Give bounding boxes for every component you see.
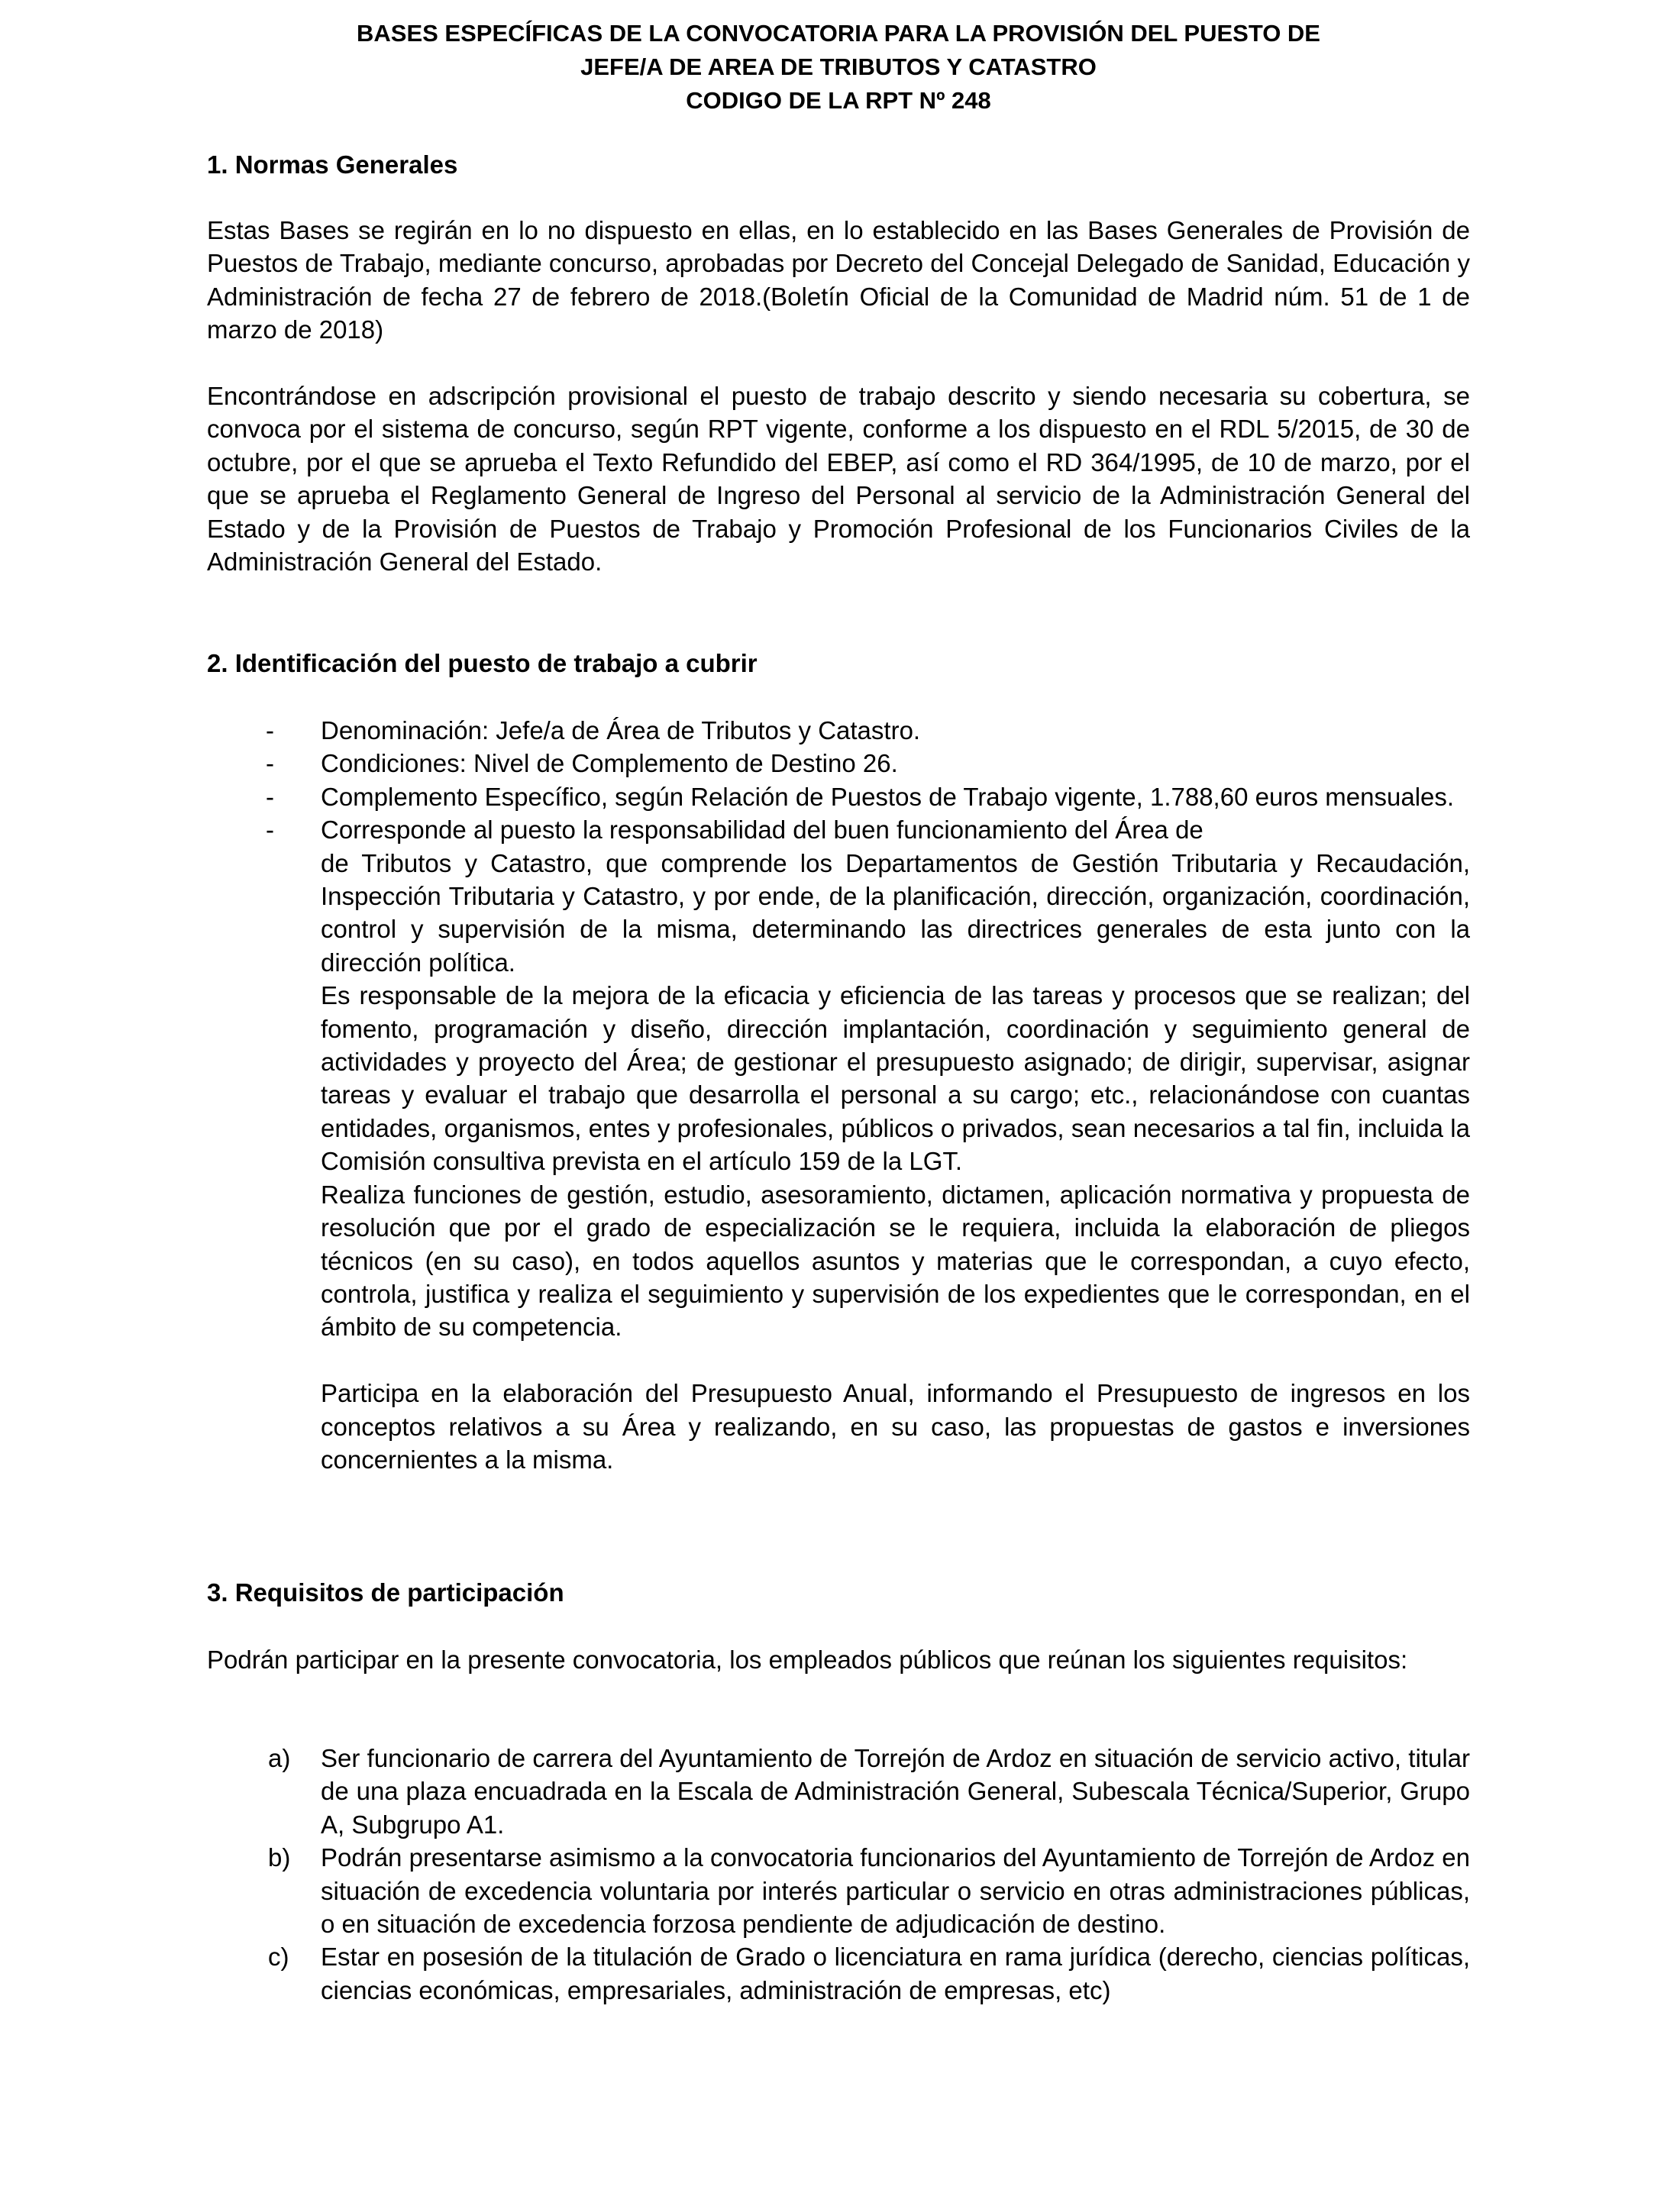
list-item: c) Estar en posesión de la titulación de Grado o licenciatura en rama jurídica (derecho, ciencias políticas, ciencias económicas, empresariales, administración de empresas, etc) bbox=[207, 1940, 1470, 2007]
list-item: - Denominación: Jefe/a de Área de Tributos y Catastro. bbox=[207, 714, 1470, 747]
letter-marker: a) bbox=[268, 1744, 291, 1772]
letter-marker: b) bbox=[268, 1843, 291, 1872]
list-item: a) Ser funcionario de carrera del Ayuntamiento de Torrejón de Ardoz en situación de servicio activo, titular de una plaza encuadrada en la Escala de Administración General, Subescala Técnica/Superior, Grupo A, Subgrupo A1. bbox=[207, 1742, 1470, 1841]
title-line-1: BASES ESPECÍFICAS DE LA CONVOCATORIA PARA LA PROVISIÓN DEL PUESTO DE bbox=[357, 20, 1320, 47]
list-item: - Corresponde al puesto la responsabilidad del buen funcionamiento del Área de bbox=[207, 813, 1470, 846]
list-item-continuation: de Tributos y Catastro, que comprende los Departamentos de Gestión Tributaria y Recaudación, Inspección Tributaria y Catastro, y por ende, de la planificación, dirección, organización, coordinación, control y supervisión de la misma, determinando las directrices generales de esta junto con la dirección política. bbox=[321, 848, 1470, 977]
section-2-heading: 2. Identificación del puesto de trabajo a cubrir bbox=[207, 649, 758, 677]
section-1-heading: 1. Normas Generales bbox=[207, 150, 458, 179]
spacer bbox=[207, 1344, 1470, 1377]
section-1-paragraph-2: Encontrándose en adscripción provisional el puesto de trabajo descrito y siendo necesaria su cobertura, se convoca por el sistema de concurso, según RPT vigente, conforme a los dispuesto en el RDL 5/2015, de 30 de octubre, por el que se aprueba el Texto Refundido del EBEP, así como el RD 364/1995, de 10 de marzo, por el que se aprueba el Reglamento General de Ingreso del Personal al servicio de la Administración General del Estado y de la Provisión de Puestos de Trabajo y Promoción Profesional de los Funcionarios Civiles de la Administración General del Estado. bbox=[207, 382, 1470, 577]
list-item-continuation: Es responsable de la mejora de la eficacia y eficiencia de las tareas y procesos que se realizan; del fomento, programación y diseño, dirección implantación, coordinación y seguimiento general de actividades y proyecto del Área; de gestionar el presupuesto asignado; de dirigir, supervisar, asignar tareas y evaluar el trabajo que desarrolla el personal a su cargo; etc., relacionándose con cuantas entidades, organismos, entes y profesionales, públicos o privados, sean necesarios a tal fin, incluida la Comisión consultiva prevista en el artículo 159 de la LGT. bbox=[321, 981, 1470, 1176]
list-item: - Condiciones: Nivel de Complemento de Destino 26. bbox=[207, 747, 1470, 780]
title-line-2: JEFE/A DE AREA DE TRIBUTOS Y CATASTRO bbox=[580, 53, 1097, 80]
requirements-list bbox=[207, 1742, 1470, 2007]
list-item: b) Podrán presentarse asimismo a la convocatoria funcionarios del Ayuntamiento de Torrejón de Ardoz en situación de excedencia voluntaria por interés particular o servicio en otras administraciones públicas, o en situación de excedencia forzosa pendiente de adjudicación de destino. bbox=[207, 1841, 1470, 1940]
letter-marker: c) bbox=[268, 1943, 289, 1972]
section-3-intro: Podrán participar en la presente convocatoria, los empleados públicos que reúnan los siguientes requisitos: bbox=[207, 1646, 1408, 1674]
section-3-heading: 3. Requisitos de participación bbox=[207, 1578, 564, 1607]
dash-bullet: - bbox=[266, 782, 274, 811]
list-item: - Complemento Específico, según Relación de Puestos de Trabajo vigente, 1.788,60 euros mensuales. bbox=[207, 780, 1470, 813]
dash-bullet: - bbox=[266, 716, 274, 744]
document-title bbox=[207, 17, 1470, 118]
list-item-continuation: Participa en la elaboración del Presupuesto Anual, informando el Presupuesto de ingresos en los conceptos relativos a su Área y realizando, en su caso, las propuestas de gastos e inversiones concernientes a la misma. bbox=[321, 1379, 1470, 1474]
title-line-3: CODIGO DE LA RPT Nº 248 bbox=[686, 87, 991, 114]
section-1-paragraph-1: Estas Bases se regirán en lo no dispuesto en ellas, en lo establecido en las Bases Generales de Provisión de Puestos de Trabajo, mediante concurso, aprobadas por Decreto del Concejal Delegado de Sanidad, Educación y Administración de fecha 27 de febrero de 2018.(Boletín Oficial de la Comunidad de Madrid núm. 51 de 1 de marzo de 2018) bbox=[207, 216, 1470, 344]
dash-bullet: - bbox=[266, 749, 274, 778]
list-item-continuation: Realiza funciones de gestión, estudio, asesoramiento, dictamen, aplicación normativa y propuesta de resolución que por el grado de especialización se le requiera, incluida la elaboración de pliegos técnicos (en su caso), en todos aquellos asuntos y materias que le correspondan, a cuyo efecto, controla, justifica y realiza el seguimiento y supervisión de los expedientes que le correspondan, en el ámbito de su competencia. bbox=[321, 1180, 1470, 1342]
dash-bullet: - bbox=[266, 816, 274, 845]
position-details-list bbox=[207, 714, 1470, 1476]
